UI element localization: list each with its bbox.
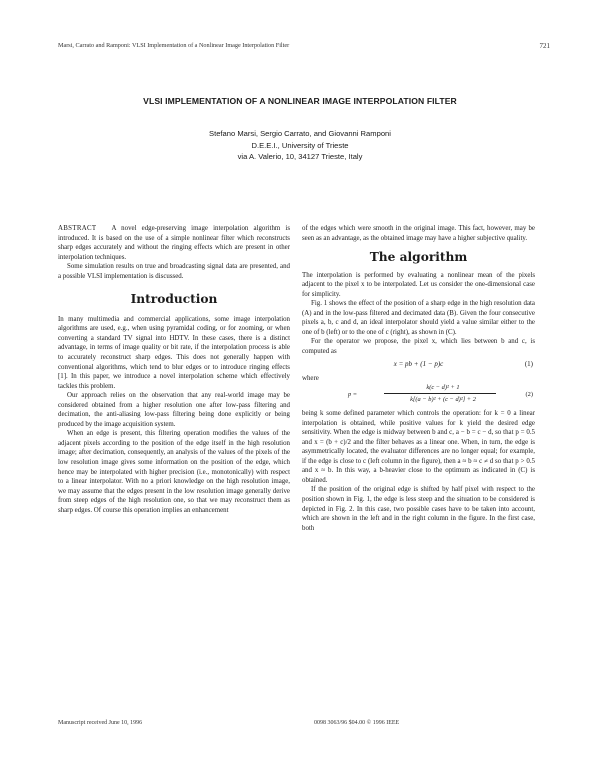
- abstract-paragraph-2: Some simulation results on true and broadcasting signal data are presented, and a possible VLSI implementation is discussed.: [58, 263, 290, 280]
- author-department: D.E.E.I., University of Trieste: [251, 140, 349, 150]
- fraction-bar: [384, 393, 496, 394]
- abstract-paragraph: [58, 224, 290, 262]
- intro-paragraph-1: In many multimedia and commercial applications, some image interpolation algorithms are used, e.g., when using pyramidal coding, or for zooming, or when converting a standard TV signal into HDTV. In these cases, there is a distinct advantage, in terms of image quality or bit rate, if the interpolation process is able to accurately reconstruct sharp edges. This does not generally happen with conventional algorithms, which tend to blur edges or to introduce ringing effects [1]. In this paper, we introduce a novel interpolation scheme which effectively tackles this problem.: [58, 315, 290, 390]
- algorithm-paragraph-2: Fig. 1 shows the effect of the position of a sharp edge in the high resolution data (A) and in the low-pass filtered and decimated data (B). Given the four consecutive pixels a, b, c and d, an ideal interpolator should yield a value similar either to the one of b (left) or to the one of c (right), as shown in (C).: [302, 300, 535, 336]
- intro-paragraph-2: Our approach relies on the observation that any real-world image may be considered obtained from a higher resolution one after low-pass filtering and decimation, the anti-aliasing low-pass filtering being done explicitly or being produced by the image acquisition system.: [58, 392, 290, 428]
- abstract-text: A novel edge-preserving image interpolation algorithm is introduced. It is based on the use of a simple nonlinear filter which reconstructs sharp edges accurately and without the ringing effects which are present in other interpolation techniques.: [58, 225, 291, 261]
- algorithm-paragraph-1: The interpolation is performed by evaluating a nonlinear mean of the pixels adjacent to the pixel x to be interpolated. Let us consider the one-dimensional case for simplicity.: [302, 271, 535, 298]
- where-label: where: [302, 374, 319, 382]
- algorithm-paragraph-3: For the operator we propose, the pixel x, which lies between b and c, is computed as: [302, 338, 535, 356]
- algorithm-heading: The algorithm: [369, 250, 468, 265]
- equation-1-number: (1): [524, 359, 533, 368]
- copyright-line: 0098 3063/96 $04.00 © 1996 IEEE: [314, 720, 400, 726]
- paper-title: VLSI IMPLEMENTATION OF A NONLINEAR IMAGE INTERPOLATION FILTER: [143, 96, 457, 106]
- equation-1-body: x = pb + (1 − p)c: [393, 359, 444, 368]
- page-number: 721: [539, 42, 550, 50]
- right-column: [302, 224, 535, 533]
- manuscript-received: Manuscript received June 10, 1996: [58, 720, 143, 726]
- running-head-title: Marsi, Carrato and Ramponi: VLSI Implementation of a Nonlinear Image Interpolation Filter: [58, 42, 290, 49]
- introduction-heading: Introduction: [130, 292, 218, 307]
- equation-2-numerator: k(c − d)² + 1: [426, 384, 460, 392]
- abstract-label: ABSTRACT: [58, 225, 97, 232]
- author-names: Stefano Marsi, Sergio Carrato, and Giovanni Ramponi: [209, 129, 391, 138]
- equation-1: [302, 360, 535, 372]
- equation-2-lhs: p =: [348, 391, 358, 399]
- equation-2-denominator: k[(a − b)² + (c − d)²] + 2: [410, 396, 476, 404]
- equation-2: [302, 383, 535, 405]
- left-column: [58, 224, 290, 515]
- intro-paragraph-3: When an edge is present, this filtering operation modifies the values of the adjacent pixels according to the position of the edge itself in the high resolution image; after decimation, consequently, an analysis of the values of the pixels of the low resolution image gives some information on the position of the edge, which hence may be interpolated with higher precision (i.e., monotonically) with respect to a linear interpolator. With no a priori knowledge on the high resolution image, we may assume that the edges present in the low resolution image generally derive from steep edges of the high resolution one, so that we may reconstruct them as sharp edges. Of course this operation implies an enhancement: [58, 430, 290, 514]
- algorithm-paragraph-5: If the position of the original edge is shifted by half pixel with respect to the position shown in Fig. 1, the edge is less steep and the situation to be considered is depicted in Fig. 2. In this case, two possible cases have to be taken into account, which are shown in the left and in the right column in the figure. In the first case, both: [302, 486, 535, 532]
- continued-paragraph: of the edges which were smooth in the original image. This fact, however, may be seen as an advantage, as the obtained image may have a higher subjective quality.: [302, 225, 535, 242]
- author-address: via A. Valerio, 10, 34127 Trieste, Italy: [237, 152, 363, 161]
- equation-2-number: (2): [525, 391, 533, 399]
- author-block: [0, 128, 600, 163]
- algorithm-paragraph-4: being k some defined parameter which controls the operation: for k = 0 a linear interpolation is obtained, while positive values for k yield the desired edge sensitivity. When the edge is midway between b and c, a − b = c − d, so that p = 0.5 and x = (b + c)/2 and the filter behaves as a linear one. When, in turn, the edge is asymmetrically located, the evaluator differences are no longer equal; for example, if the edge is close to c (left column in the figure), then a ≈ b ≈ c ≠ d so that p > 0.5 and x ≈ b. In this way, a b-heavier close to the optimum as indicated in (C) is obtained.: [302, 410, 535, 484]
